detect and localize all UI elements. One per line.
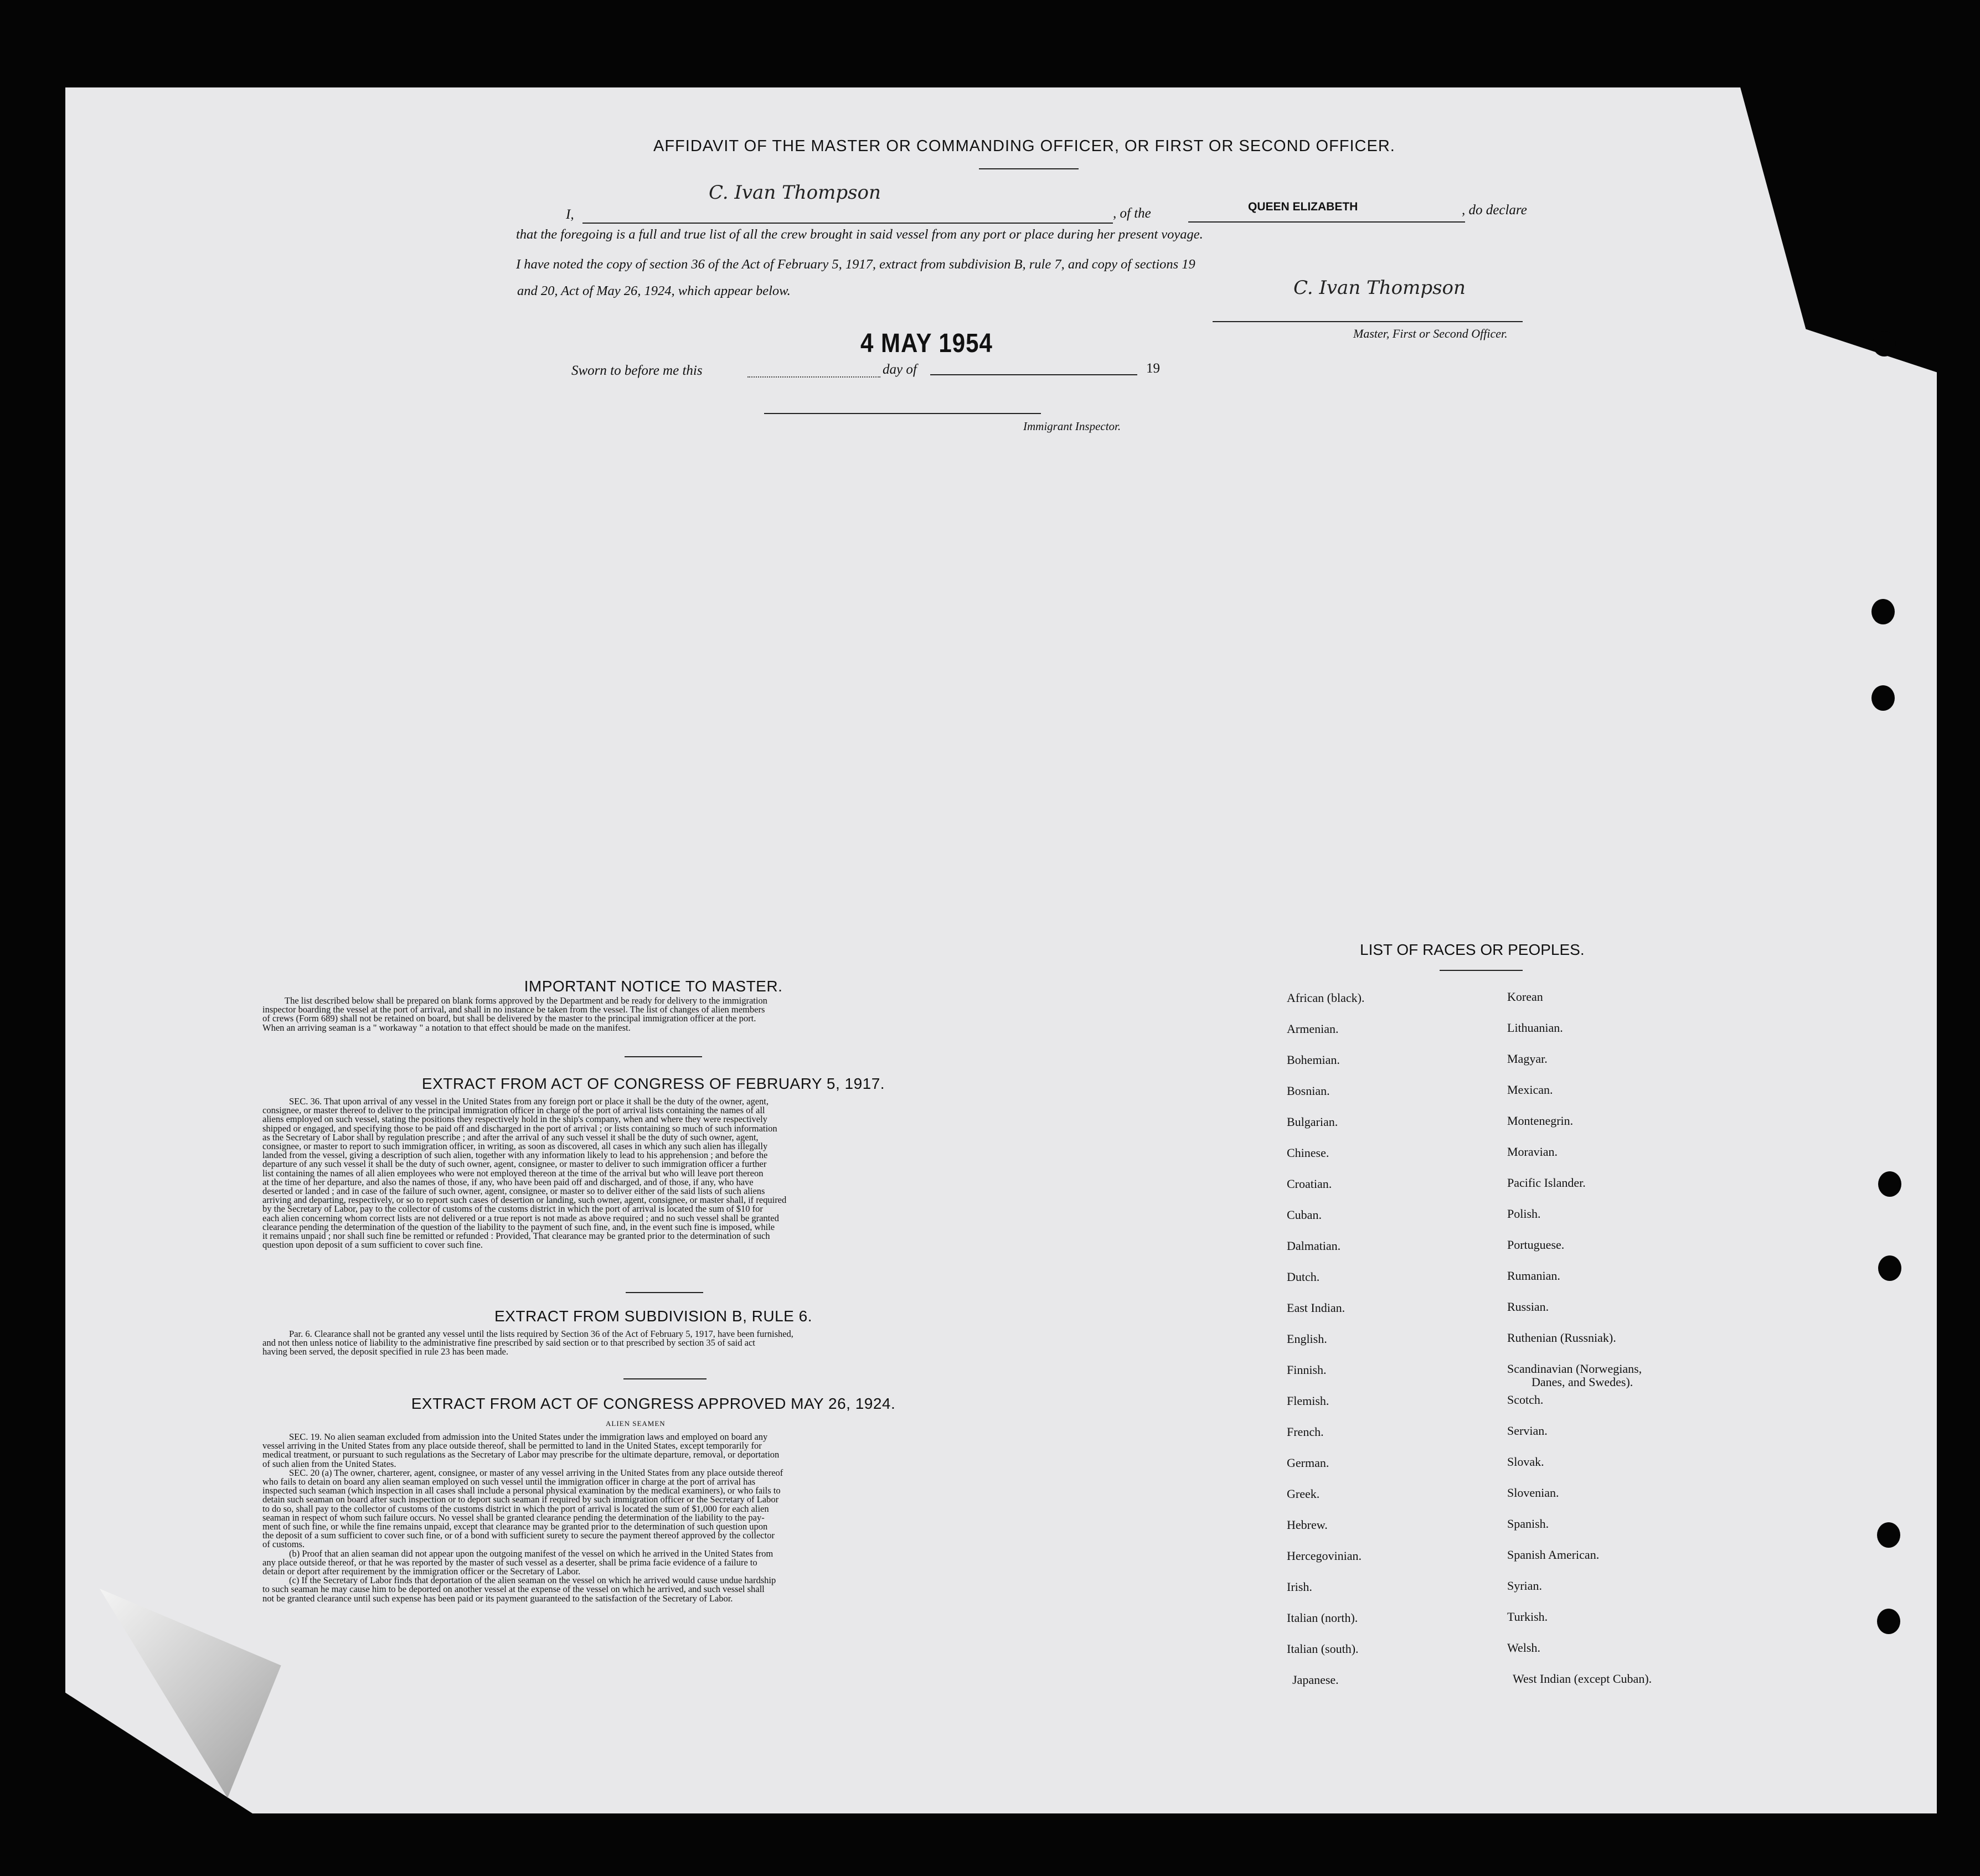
race-item: Armenian. <box>1287 1022 1339 1036</box>
race-item: Russian. <box>1507 1300 1549 1314</box>
text-line: medical treatment, or pursuant to such regulations as the Secretary of Labor may prescribe for the ultimate departure, removal, or deportation <box>262 1449 780 1460</box>
text-line: landed from the vessel, giving a description of such alien, together with any information likely to lead to his apprehension ; and before the <box>262 1150 768 1161</box>
notice-line: of crews (Form 689) shall not be retained on board, but shall be delivered by the master to the principal immigration officer at the port. <box>262 1013 756 1024</box>
punch-hole <box>1877 1522 1900 1548</box>
race-item: African (black). <box>1287 991 1365 1005</box>
race-item: Servian. <box>1507 1424 1548 1438</box>
i-label: I, <box>566 207 574 222</box>
declaration-line-4: and 20, Act of May 26, 1924, which appear below. <box>517 283 791 298</box>
sworn-label: Sworn to before me this <box>571 363 703 378</box>
race-item: Rumanian. <box>1507 1269 1560 1283</box>
master-signature-2: C. Ivan Thompson <box>1293 277 1466 299</box>
punch-hole <box>1877 1609 1900 1634</box>
race-item: German. <box>1287 1456 1329 1470</box>
punch-hole <box>1878 1171 1901 1197</box>
notice-body <box>262 996 1023 1032</box>
race-item: French. <box>1287 1425 1324 1439</box>
notice-line: inspector boarding the vessel at the port of arrival, and shall in no instance be taken from the vessel. The list of changes of alien members <box>262 1004 765 1015</box>
race-item: Magyar. <box>1507 1052 1548 1066</box>
punch-hole <box>1871 685 1895 711</box>
affidavit-title: AFFIDAVIT OF THE MASTER OR COMMANDING OFFICER, OR FIRST OR SECOND OFFICER. <box>653 137 1395 155</box>
race-item: Polish. <box>1507 1207 1541 1221</box>
race-item: Japanese. <box>1292 1673 1339 1687</box>
race-item: Mexican. <box>1507 1083 1553 1097</box>
sworn-day-line <box>747 376 880 378</box>
text-line: clearance pending the determination of the question of the liability to the payment of such fine, and, in the event such fine is imposed, while <box>262 1221 775 1232</box>
text-line: SEC. 36. That upon arrival of any vessel in the United States from any foreign port or place it shall be the duty of the owner, agent, <box>289 1096 769 1107</box>
extract-1917-body <box>262 1097 1023 1249</box>
race-item: Spanish American. <box>1507 1548 1600 1562</box>
text-line: any place outside thereof, or that he was reported by the master of such vessel as a deserter, shall be prima facie evidence of a failure to <box>262 1557 757 1568</box>
text-line: consignee, or master to report to such immigration officer, in writing, as soon as discovered, all cases in which any such alien has illegally <box>262 1141 768 1152</box>
race-item: Montenegrin. <box>1507 1114 1574 1128</box>
declaration-line-3: I have noted the copy of section 36 of the Act of February 5, 1917, extract from subdivision B, rule 7, and copy of sections 19 <box>516 257 1195 272</box>
text-line: Par. 6. Clearance shall not be granted any vessel until the lists required by Section 36 of the Act of February 5, 1917, have been furnished, <box>289 1329 793 1339</box>
race-item: Turkish. <box>1507 1610 1548 1624</box>
race-item: Moravian. <box>1507 1145 1558 1159</box>
text-line: (b) Proof that an alien seaman did not appear upon the outgoing manifest of the vessel on which he arrived in the United States from <box>289 1548 774 1559</box>
text-line: shipped or engaged, and specifying those to be paid off and discharged in the port of arrival ; or lists containing so much of such information <box>262 1123 777 1134</box>
text-line: not be granted clearance until such expense has been paid or its payment guaranteed to the satisfaction of the Secretary of Labor. <box>262 1593 733 1604</box>
race-item: Cuban. <box>1287 1208 1322 1222</box>
text-line: of customs. <box>262 1539 305 1550</box>
text-line: SEC. 20 (a) The owner, charterer, agent, consignee, or master of any vessel arriving in the United States from any place outside thereof <box>289 1467 783 1478</box>
race-item: Bosnian. <box>1287 1084 1330 1098</box>
punch-hole <box>1873 331 1896 356</box>
extract-1924-title: EXTRACT FROM ACT OF CONGRESS APPROVED MAY 26, 1924. <box>411 1395 896 1412</box>
extract-1917-title: EXTRACT FROM ACT OF CONGRESS OF FEBRUARY 5, 1917. <box>421 1075 885 1092</box>
race-item: Chinese. <box>1287 1146 1329 1160</box>
race-item: Hercegovinian. <box>1287 1549 1362 1563</box>
race-item: Croatian. <box>1287 1177 1332 1191</box>
race-item: Finnish. <box>1287 1363 1327 1377</box>
officer-label: Master, First or Second Officer. <box>1353 327 1508 340</box>
race-item: Hebrew. <box>1287 1518 1328 1532</box>
text-line: aliens employed on such vessel, stating the positions they respectively hold in the ship's company, when and where they were respectively <box>262 1114 767 1125</box>
text-line: who fails to detain on board any alien seaman employed on such vessel until the immigration officer in charge at the port of arrival has <box>262 1476 756 1487</box>
race-item: West Indian (except Cuban). <box>1513 1672 1652 1686</box>
text-line: to such seaman he may cause him to be deported on another vessel at the expense of the vessel on which he arrived, and such vessel shall <box>262 1584 765 1595</box>
races-title-rule <box>1440 970 1523 971</box>
race-item: Flemish. <box>1287 1394 1329 1408</box>
race-item: Welsh. <box>1507 1641 1540 1655</box>
race-item: Italian (south). <box>1287 1642 1359 1656</box>
race-item: Dalmatian. <box>1287 1239 1341 1253</box>
text-line: the deposit of a sum sufficient to cover such fine, or of a bond with sufficient surety to secure the payment thereof approved by the collector <box>262 1530 775 1541</box>
text-line: list containing the names of all alien employees who were not employed thereon at the time of the arrival but who will leave port thereon <box>262 1167 764 1179</box>
race-item: Pacific Islander. <box>1507 1176 1586 1190</box>
title-rule <box>979 168 1079 169</box>
race-item: Scotch. <box>1507 1393 1544 1407</box>
date-stamp: 4 MAY 1954 <box>860 328 993 358</box>
text-line: deserted or landed ; and in case of the failure of such owner, agent, consignee, or master so to deliver either of the said lists of such aliens <box>262 1186 765 1197</box>
text-line: question upon deposit of a sum sufficient to cover such fine. <box>262 1239 483 1250</box>
race-item: Korean <box>1507 990 1543 1004</box>
text-line: arriving and departing, respectively, or so to report such cases of desertion or landing, such owner, agent, consignee, or master shall, if required <box>262 1195 787 1206</box>
text-line: detain such seaman on board after such inspection or to deport such seaman if required by such immigration officer or the Secretary of Labor <box>262 1494 779 1505</box>
extract-1924-body <box>262 1433 1023 1603</box>
text-line: at the time of her departure, and also the names of those, if any, who have been paid off and discharged, and of those, if any, who have <box>262 1176 754 1187</box>
race-item: Portuguese. <box>1507 1238 1565 1252</box>
sworn-month-line <box>930 374 1137 375</box>
inspector-label: Immigrant Inspector. <box>1023 420 1121 433</box>
officer-signature-line <box>1213 321 1523 322</box>
race-item: East Indian. <box>1287 1301 1345 1315</box>
punch-hole <box>1871 599 1895 624</box>
race-item: Slovenian. <box>1507 1486 1559 1500</box>
text-line: by the Secretary of Labor, pay to the collector of customs of the customs district in which the port of arrival is located the sum of $10 for <box>262 1203 763 1215</box>
race-item: Lithuanian. <box>1507 1021 1563 1035</box>
text-line: detain or deport after requirement by the immigration officer or the Secretary of Labor. <box>262 1566 581 1577</box>
race-item: Ruthenian (Russniak). <box>1507 1331 1616 1345</box>
day-of-label: day of <box>883 362 917 377</box>
text-line: each alien concerning whom correct lists are not delivered or a true report is not made as above required ; and no such vessel shall be granted <box>262 1212 779 1223</box>
text-line: consignee, or master thereof to deliver to the principal immigration officer in charge of the port of arrival lists containing the names of all <box>262 1105 765 1116</box>
punch-hole <box>1878 1255 1901 1281</box>
race-item: Syrian. <box>1507 1579 1542 1593</box>
section-rule <box>625 1056 702 1057</box>
race-item: Bulgarian. <box>1287 1115 1338 1129</box>
notice-line: The list described below shall be prepared on blank forms approved by the Department and be ready for delivery to the immigration <box>285 995 767 1006</box>
vessel-line <box>1188 221 1465 223</box>
text-line: (c) If the Secretary of Labor finds that deportation of the alien seaman on the vessel on which he arrived would cause undue hardship <box>289 1575 776 1586</box>
text-line: vessel arriving in the United States from any place outside thereof, shall be permitted to land in the United States, except temporarily for <box>262 1440 762 1451</box>
extract-1924-subtitle: ALIEN SEAMEN <box>606 1419 666 1428</box>
race-item: Dutch. <box>1287 1270 1320 1284</box>
text-line: to do so, shall pay to the collector of customs of the customs district in which the port of arrival is located the sum of $1,000 for each alien <box>262 1503 769 1514</box>
races-title: LIST OF RACES OR PEOPLES. <box>1360 941 1585 958</box>
notice-line: When an arriving seaman is a " workaway " a notation to that effect should be made on the manifest. <box>262 1022 631 1033</box>
section-rule <box>626 1292 703 1293</box>
race-item: Scandinavian (Norwegians, <box>1507 1362 1642 1376</box>
race-item: Bohemian. <box>1287 1053 1340 1067</box>
race-item: Slovak. <box>1507 1455 1544 1469</box>
race-item: Danes, and Swedes). <box>1532 1375 1633 1389</box>
text-line: seaman in respect of whom such failure occurs. No vessel shall be granted clearance pending the determination of the liability to the pay- <box>262 1512 765 1523</box>
race-item: Italian (north). <box>1287 1611 1358 1625</box>
text-line: having been served, the deposit specified in rule 23 has been made. <box>262 1346 508 1357</box>
text-line: and not then unless notice of liability to the administrative fine prescribed by said section or to that prescribed by section 35 of said act <box>262 1337 755 1348</box>
inspector-signature-line <box>764 413 1041 414</box>
vessel-name: QUEEN ELIZABETH <box>1248 200 1358 213</box>
race-item: English. <box>1287 1332 1327 1346</box>
text-line: departure of any such vessel it shall be the duty of such owner, agent, consignee, or master to deliver to such immigration officer a further <box>262 1159 767 1170</box>
notice-title: IMPORTANT NOTICE TO MASTER. <box>524 978 783 995</box>
race-item: Greek. <box>1287 1487 1320 1501</box>
subdivision-b-title: EXTRACT FROM SUBDIVISION B, RULE 6. <box>494 1307 812 1325</box>
race-item: Irish. <box>1287 1580 1312 1594</box>
year-prefix: 19 <box>1146 361 1160 376</box>
text-line: of such alien from the United States. <box>262 1458 396 1469</box>
declaration-line-2: that the foregoing is a full and true list of all the crew brought in said vessel from any port or place during her present voyage. <box>516 227 1203 242</box>
do-declare-label: , do declare <box>1462 203 1527 218</box>
section-rule <box>623 1378 707 1379</box>
text-line: SEC. 19. No alien seaman excluded from admission into the United States under the immigration laws and employed on board any <box>289 1431 768 1442</box>
master-signature-1: C. Ivan Thompson <box>709 182 881 204</box>
race-item: Spanish. <box>1507 1517 1549 1531</box>
name-line <box>582 223 1113 224</box>
text-line: as the Secretary of Labor shall by regulation prescribe ; and after the arrival of any such vessel it shall be the duty of such owner, agent, <box>262 1131 759 1143</box>
text-line: ment of such fine, or while the fine remains unpaid, except that clearance may be granted prior to the determination of such question upon <box>262 1521 768 1532</box>
text-line: inspected such seaman (which inspection in all cases shall include a personal physical examination by the medical examiners), or who fails to <box>262 1485 781 1496</box>
subdivision-b-body <box>262 1330 1023 1357</box>
of-the-label: , of the <box>1113 206 1151 221</box>
text-line: it remains unpaid ; nor shall such fine be remitted or refunded : Provided, That clearance may be granted prior to the determination of such <box>262 1231 770 1242</box>
